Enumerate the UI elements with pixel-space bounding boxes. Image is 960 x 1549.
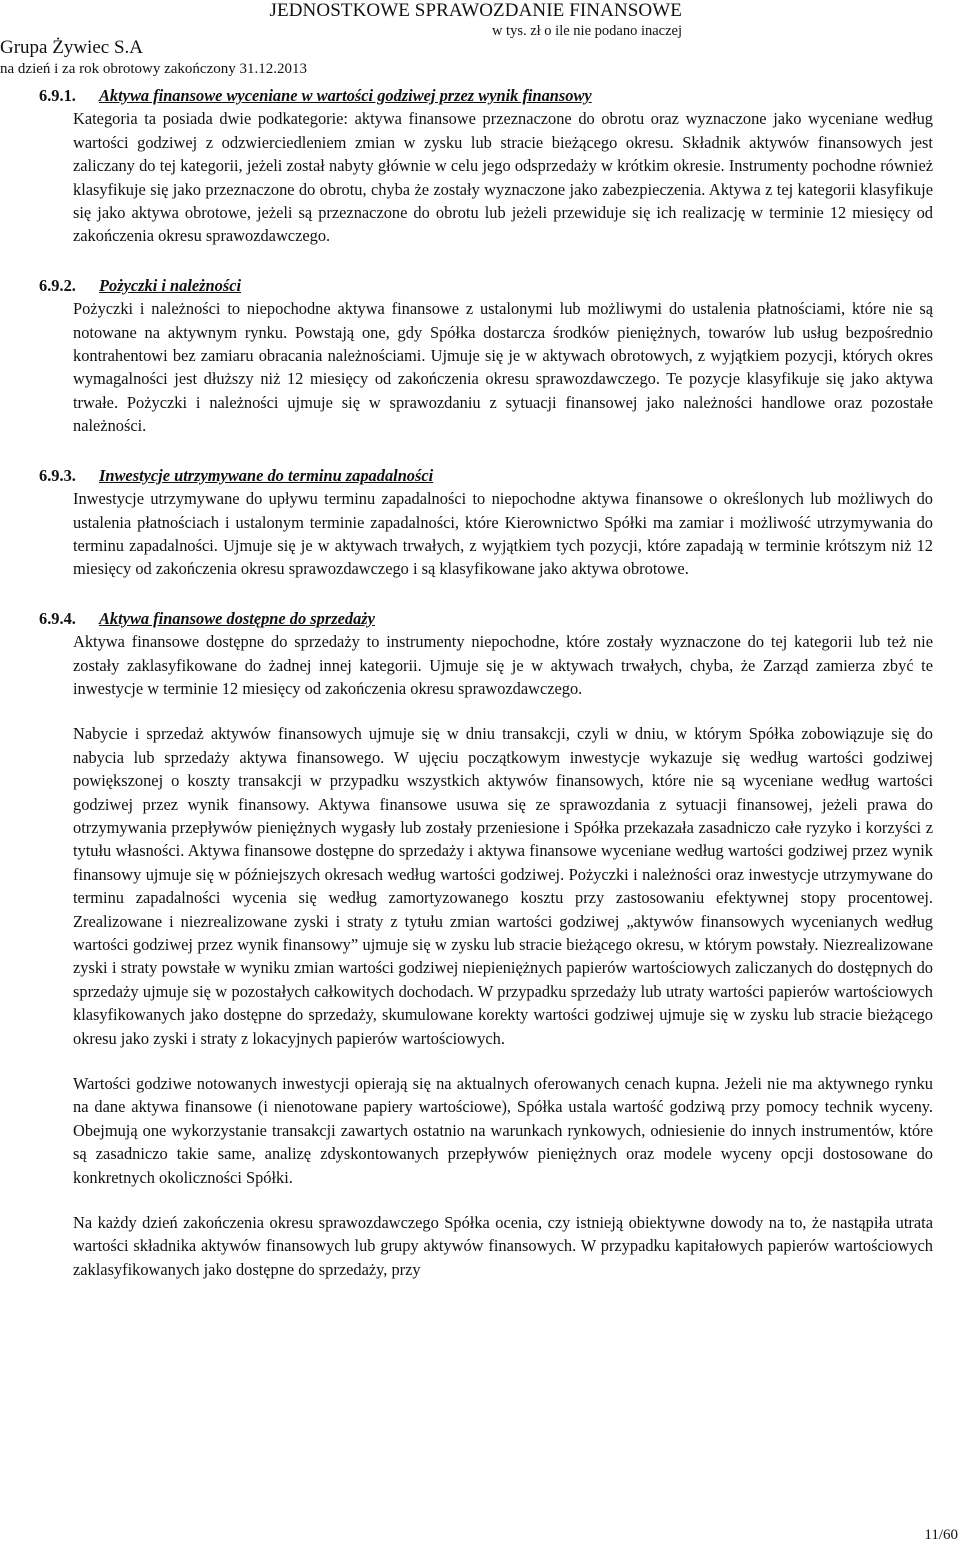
document-header [270, 0, 682, 40]
paragraph: Aktywa finansowe dostępne do sprzedaży to instrumenty niepochodne, które zostały wyznaczone do tej kategorii lub też nie zostały zaklasyfikowane do żadnej innej kategorii. Ujmuje się je w aktywach trwałych, chyba, że Zarząd zamierza zbyć te inwestycje w terminie 12 miesięcy od zakończenia okresu sprawozdawczego. [73, 632, 933, 698]
paragraph: Wartości godziwe notowanych inwestycji opierają się na aktualnych oferowanych cenach kupna. Jeżeli nie ma aktywnego rynku na dane aktywa finansowe (i nienotowane papiery wartościowe), Spółka ustala wartość godziwą przy pomocy technik wyceny. Obejmują one wykorzystanie transakcji zawartych ostatnio na warunkach rynkowych, odniesienie do innych instrumentów, które są zasadniczo takie same, analizę zdyskontowanych przepływów pieniężnych oraz modele wyceny opcji dostosowane do konkretnych okoliczności Spółki. [73, 1074, 933, 1187]
reporting-period: na dzień i za rok obrotowy zakończony 31.12.2013 [0, 61, 307, 77]
report-title: JEDNOSTKOWE SPRAWOZDANIE FINANSOWE [269, 0, 682, 21]
paragraph: Inwestycje utrzymywane do upływu terminu zapadalności to niepochodne aktywa finansowe o określonych lub możliwych do ustalenia płatnościach i ustalonym terminie zapadalności, które Kierownictwo Spółki ma zamiar i możliwość utrzymywania do terminu zapadalności. Ujmuje się je w aktywach trwałych, z wyjątkiem tych pozycji, które zapadają w terminie krótszym niż 12 miesięcy od zakończenia okresu sprawozdawczego i są klasyfikowane jako aktywa obrotowe. [73, 489, 933, 579]
paragraph: Pożyczki i należności to niepochodne aktywa finansowe z ustalonymi lub możliwymi do ustalenia płatnościami, które nie są notowane na aktywnym rynku. Powstają one, gdy Spółka dostarcza środków pieniężnych, towarów lub usług bezpośrednio kontrahentowi bez zamiaru obracania należnościami. Ujmuje się je w aktywach obrotowych, z wyjątkiem pozycji, których okres wymagalności jest dłuższy niż 12 miesięcy od zakończenia okresu sprawozdawczego. Te pozycje klasyfikuje się jako aktywa trwałe. Pożyczki i należności ujmuje się w sprawozdaniu z sytuacji finansowej jako należności handlowe oraz pozostałe należności. [73, 299, 933, 436]
company-name: Grupa Żywiec S.A [0, 37, 143, 58]
document-body [39, 84, 933, 1281]
section-title: Inwestycje utrzymywane do terminu zapadalności [99, 465, 434, 485]
section-heading-6-9-1 [39, 84, 933, 107]
paragraph: Kategoria ta posiada dwie podkategorie: aktywa finansowe przeznaczone do obrotu oraz wyznaczone jako wyceniane według wartości godziwej z odzwierciedleniem zmian w zysku lub stracie bieżącego okresu. Składnik aktywów finansowych jest zaliczany do tej kategorii, jeżeli został nabyty głównie w celu jego odsprzedaży w krótkim okresie. Instrumenty pochodne również klasyfikuje się jako przeznaczone do obrotu, chyba że zostały wyznaczone jako zabezpieczenia. Aktywa z tej kategorii klasyfikuje się jako aktywa obrotowe, jeżeli są przeznaczone do obrotu lub jeżeli przewiduje się ich realizację w terminie 12 miesięcy od zakończenia okresu sprawozdawczego. [73, 109, 933, 246]
page-number: 11/60 [924, 1527, 958, 1543]
section-number: 6.9.4. [39, 608, 76, 628]
section-heading-6-9-2 [39, 274, 933, 297]
company-info [0, 36, 307, 80]
section-heading-6-9-3 [39, 464, 933, 487]
section-title: Aktywa finansowe dostępne do sprzedaży [99, 608, 375, 628]
section-number: 6.9.1. [39, 86, 76, 105]
paragraph: Nabycie i sprzedaż aktywów finansowych ujmuje się w dniu transakcji, czyli w dniu, w którym Spółka zobowiązuje się do nabycia lub sprzedaży aktywa finansowego. W ujęciu początkowym inwestycje wykazuje się według wartości godziwej powiększonej o koszty transakcji w przypadku wszystkich aktywów finansowych, które nie są wyceniane według wartości godziwej przez wynik finansowy. Aktywa finansowe usuwa się ze sprawozdania z sytuacji finansowej, jeżeli prawa do otrzymywania przepływów pieniężnych wygasły lub zostały przeniesione i Spółka przekazała zasadniczo całe ryzyko i korzyści z tytułu własności. Aktywa finansowe dostępne do sprzedaży i aktywa finansowe wyceniane według wartości godziwej przez wynik finansowy ujmuje się w późniejszych okresach według wartości godziwej. Pożyczki i należności oraz inwestycje utrzymywane do terminu zapadalności wycenia się według zamortyzowanego kosztu przy zastosowaniu efektywnej stopy procentowej. Zrealizowane i niezrealizowane zyski i straty z tytułu zmian wartości godziwej „aktywów finansowych wycenianych według wartości godziwej przez wynik finansowy” ujmuje się w zysku lub stracie bieżącego okresu, w którym powstały. Niezrealizowane zyski i straty powstałe w wyniku zmian wartości godziwej niepieniężnych papierów wartościowych zaliczanych do dostępnych do sprzedaży ujmuje się w pozostałych całkowitych dochodach. W przypadku sprzedaży lub utraty wartości papierów wartościowych klasyfikowanych jako dostępne do sprzedaży, skumulowane korekty wartości godziwej ujmuje się w zysku lub stracie bieżącego okresu jako zyski i straty z lokacyjnych papierów wartościowych. [73, 724, 933, 1048]
section-number: 6.9.2. [39, 275, 76, 295]
report-subtitle: w tys. zł o ile nie podano inaczej [491, 23, 682, 39]
paragraph: Na każdy dzień zakończenia okresu sprawozdawczego Spółka ocenia, czy istnieją obiektywne dowody na to, że nastąpiła utrata wartości składnika aktywów finansowych lub grupy aktywów finansowych. W przypadku kapitałowych papierów wartościowych zaklasyfikowanych jako dostępne do sprzedaży, przy [73, 1213, 933, 1279]
section-heading-6-9-4 [39, 607, 933, 630]
section-title: Aktywa finansowe wyceniane w wartości godziwej przez wynik finansowy [99, 86, 592, 105]
section-title: Pożyczki i należności [99, 275, 242, 295]
section-number: 6.9.3. [39, 465, 76, 485]
